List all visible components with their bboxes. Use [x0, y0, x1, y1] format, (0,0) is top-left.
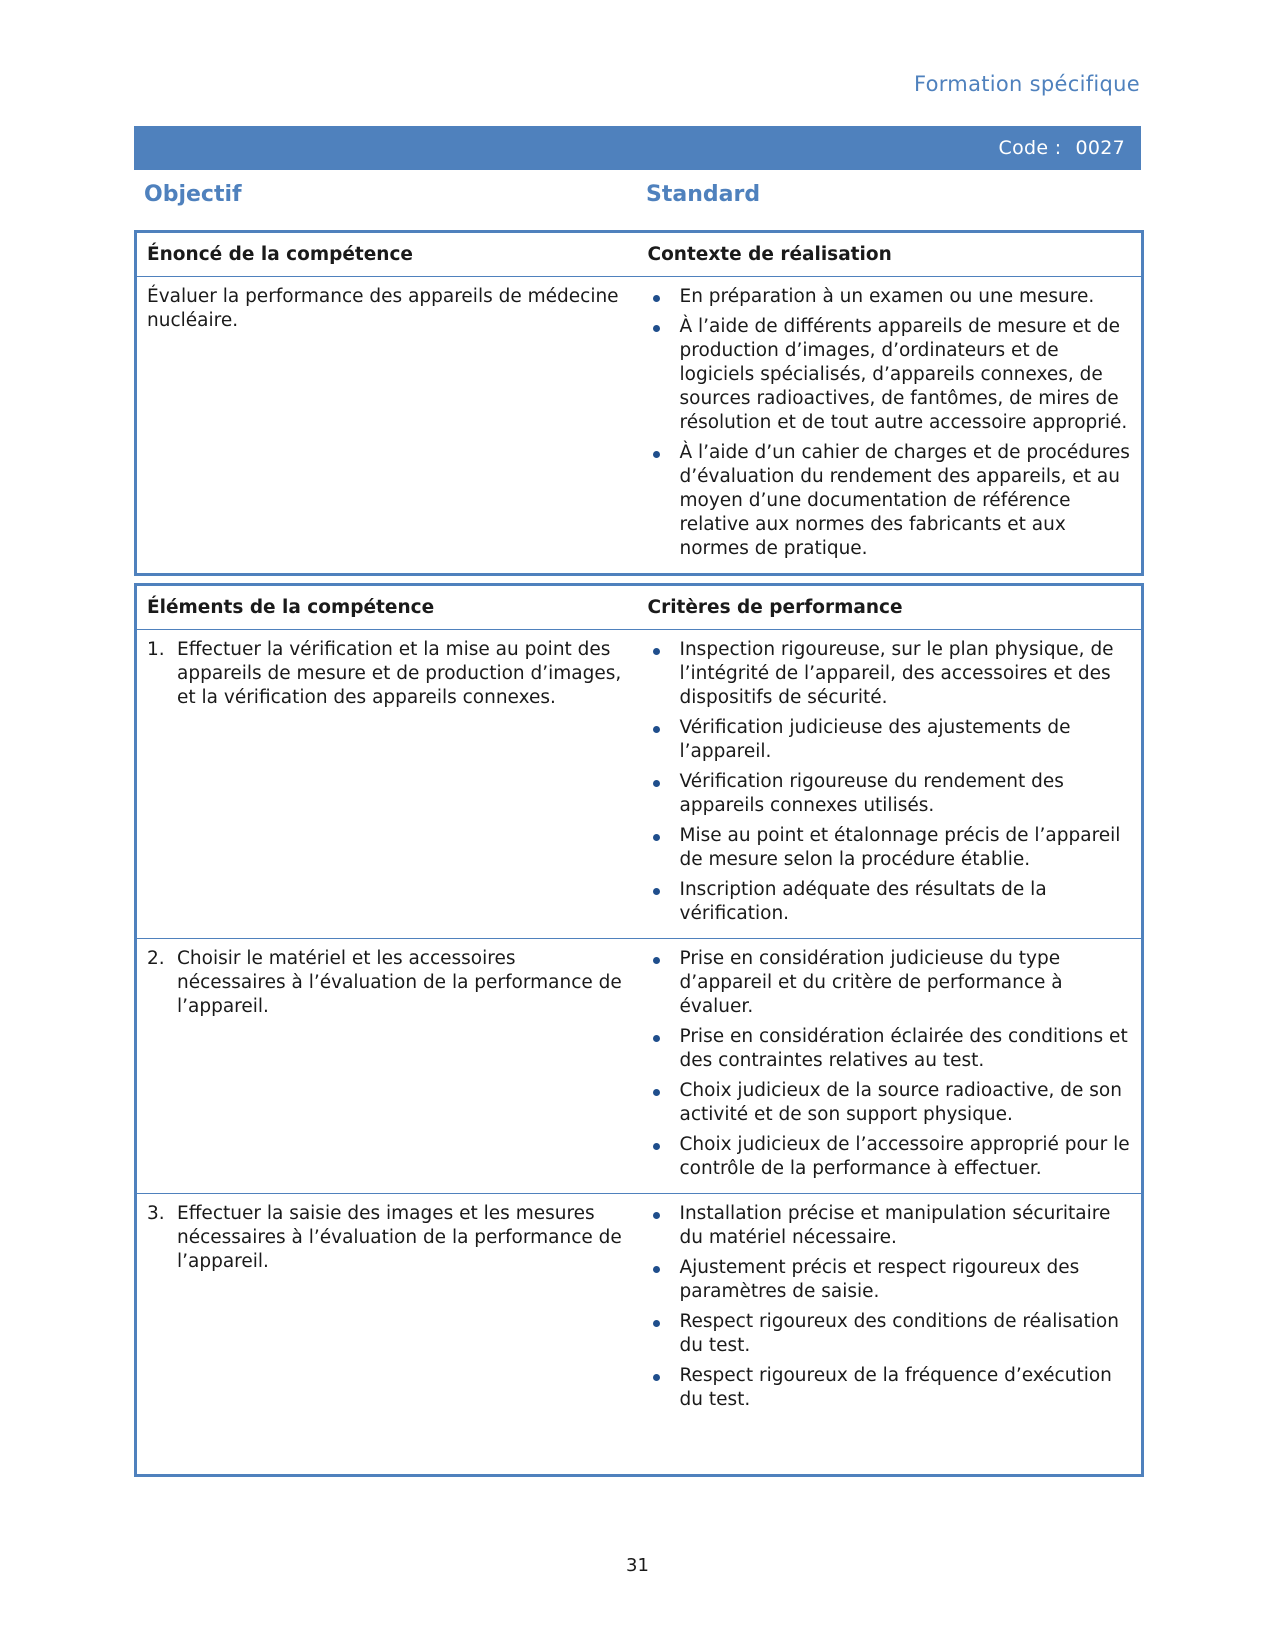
bullet-icon	[653, 957, 660, 964]
table-row	[136, 1194, 1143, 1476]
code-label: Code :	[998, 137, 1062, 159]
table-row	[136, 630, 1143, 939]
element-text: Choisir le matériel et les accessoires nécessaires à l’évaluation de la performance de l’appareil.	[177, 948, 622, 1017]
element-text: Effectuer la vérification et la mise au point des appareils de mesure et de production d’images, et la vérification des appareils connexes.	[177, 639, 622, 708]
section-titles	[134, 182, 1141, 218]
criteria-list	[648, 1202, 1132, 1412]
table-header-row	[136, 232, 1143, 277]
contexte-list	[648, 285, 1132, 561]
element-text: Effectuer la saisie des images et les mesures nécessaires à l’évaluation de la performance de l’appareil.	[177, 1203, 622, 1272]
list-item: À l’aide de différents appareils de mesure et de production d’images, d’ordinateurs et de logiciels spécialisés, d’appareils connexes, de sources radioactives, de fantômes, de mires de résolution et de tout autre accessoire approprié.	[648, 315, 1132, 435]
contexte-cell	[638, 277, 1143, 575]
bullet-icon	[653, 1212, 660, 1219]
list-item: Vérification rigoureuse du rendement des appareils connexes utilisés.	[648, 770, 1132, 818]
element-number: 1.	[147, 639, 165, 660]
bullet-icon	[653, 451, 660, 458]
elements-header: Éléments de la compétence	[136, 585, 638, 630]
table-row	[136, 939, 1143, 1194]
bullet-icon	[653, 295, 660, 302]
criteria-cell	[638, 1194, 1143, 1476]
list-item: À l’aide d’un cahier de charges et de procédures d’évaluation du rendement des appareils, et au moyen d’une documentation de référence relative aux normes des fabricants et aux normes de pratique.	[648, 441, 1132, 561]
bullet-icon	[653, 1266, 660, 1273]
bullet-icon	[653, 888, 660, 895]
list-item: Prise en considération judicieuse du type d’appareil et du critère de performance à évaluer.	[648, 947, 1132, 1019]
list-item: En préparation à un examen ou une mesure.	[648, 285, 1132, 309]
list-item: Choix judicieux de la source radioactive, de son activité et de son support physique.	[648, 1079, 1132, 1127]
table-row	[136, 277, 1143, 575]
code-value: 0027	[1075, 137, 1125, 159]
list-item: Inscription adéquate des résultats de la vérification.	[648, 878, 1132, 926]
list-item: Installation précise et manipulation sécuritaire du matériel nécessaire.	[648, 1202, 1132, 1250]
code-bar	[134, 126, 1141, 170]
criteria-cell	[638, 939, 1143, 1194]
bullet-icon	[653, 648, 660, 655]
list-item: Inspection rigoureuse, sur le plan physique, de l’intégrité de l’appareil, des accessoires et des dispositifs de sécurité.	[648, 638, 1132, 710]
element-cell	[136, 1194, 638, 1476]
bullet-icon	[653, 325, 660, 332]
criteria-cell	[638, 630, 1143, 939]
objectif-title: Objectif	[144, 182, 242, 207]
list-item: Prise en considération éclairée des conditions et des contraintes relatives au test.	[648, 1025, 1132, 1073]
list-item: Choix judicieux de l’accessoire approprié pour le contrôle de la performance à effectuer.	[648, 1133, 1132, 1181]
bullet-icon	[653, 834, 660, 841]
bullet-icon	[653, 1143, 660, 1150]
elements-table	[134, 583, 1144, 1477]
enonce-header: Énoncé de la compétence	[136, 232, 638, 277]
list-item: Vérification judicieuse des ajustements de l’appareil.	[648, 716, 1132, 764]
competence-table	[134, 230, 1144, 576]
bullet-icon	[653, 1035, 660, 1042]
list-item: Ajustement précis et respect rigoureux des paramètres de saisie.	[648, 1256, 1132, 1304]
list-item: Mise au point et étalonnage précis de l’appareil de mesure selon la procédure établie.	[648, 824, 1132, 872]
running-header: Formation spécifique	[913, 72, 1140, 96]
element-cell	[136, 939, 638, 1194]
bullet-icon	[653, 1374, 660, 1381]
bullet-icon	[653, 1320, 660, 1327]
standard-title: Standard	[646, 182, 761, 207]
bullet-icon	[653, 1089, 660, 1096]
criteres-header: Critères de performance	[638, 585, 1143, 630]
bullet-icon	[653, 780, 660, 787]
page-number: 31	[626, 1555, 649, 1576]
element-number: 2.	[147, 948, 165, 969]
list-item: Respect rigoureux des conditions de réalisation du test.	[648, 1310, 1132, 1358]
element-number: 3.	[147, 1203, 165, 1224]
list-item: Respect rigoureux de la fréquence d’exécution du test.	[648, 1364, 1132, 1412]
bullet-icon	[653, 726, 660, 733]
table-header-row	[136, 585, 1143, 630]
contexte-header: Contexte de réalisation	[638, 232, 1143, 277]
criteria-list	[648, 947, 1132, 1181]
enonce-cell: Évaluer la performance des appareils de médecine nucléaire.	[147, 286, 619, 331]
element-cell	[136, 630, 638, 939]
criteria-list	[648, 638, 1132, 926]
